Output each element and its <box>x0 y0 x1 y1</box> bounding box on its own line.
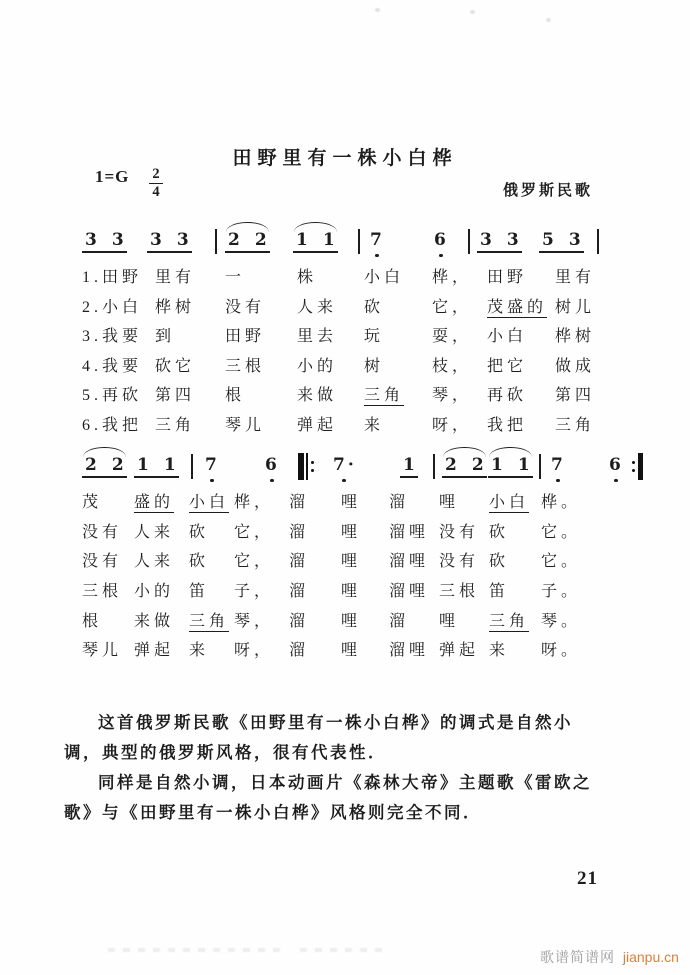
note-group-slurred <box>442 445 487 478</box>
page-number: 21 <box>577 868 598 889</box>
measure-cell <box>262 445 298 476</box>
lyric-cell: 4.我要 <box>82 357 143 375</box>
lyric-cell: 人来 <box>297 298 338 316</box>
scan-artifact <box>108 948 283 952</box>
lyric-row <box>82 486 662 516</box>
repeat-begin-sign <box>298 453 314 480</box>
lyric-cell: 哩 <box>341 494 362 512</box>
lyric-cell: 小的 <box>134 583 175 601</box>
measure-cell <box>367 220 431 251</box>
lyric-underlined: 盛的 <box>134 494 175 512</box>
lyric-cell: 小白 <box>364 269 405 287</box>
lyric-cell: 来做 <box>297 387 338 405</box>
lyric-cell: 三根 <box>439 583 480 601</box>
lyric-cell: 呀。 <box>541 642 582 660</box>
note-digit: 2 <box>228 230 240 250</box>
lyric-cell: 我把 <box>487 416 528 434</box>
lyric-cell: 茂 <box>82 494 103 512</box>
lyric-cell: 做成 <box>555 357 596 375</box>
lyric-cell: 笛 <box>489 583 510 601</box>
lyric-cell <box>134 489 189 512</box>
lyric-cell: 三角 <box>555 416 596 434</box>
lyric-underlined: 小白 <box>489 494 530 512</box>
note-digit: 3 <box>150 230 162 250</box>
lyric-cell: 来做 <box>134 612 175 630</box>
measure-cell <box>431 220 461 251</box>
scan-artifact <box>300 948 390 952</box>
note-group-slurred <box>293 220 338 253</box>
note-digit: 1 <box>322 230 335 250</box>
lyric-cell: 溜哩 <box>389 553 430 571</box>
lyric-cell: 溜哩 <box>389 642 430 660</box>
lyric-cell: 哩 <box>341 612 362 630</box>
lyric-cell: 砍 <box>364 298 385 316</box>
lyric-underlined: 三角 <box>364 387 405 405</box>
lyric-cell: 弹起 <box>134 642 175 660</box>
note-group <box>431 220 449 251</box>
measure-cell <box>606 445 632 476</box>
barline-cell <box>461 220 477 254</box>
thin-barline <box>306 453 308 480</box>
note-digit-low-octave: 7 <box>370 230 382 250</box>
measure-cell <box>147 220 207 253</box>
lyric-cell: 根 <box>225 387 246 405</box>
lyric-cell: 没有 <box>439 553 480 571</box>
measure-cell <box>134 445 182 478</box>
note-group <box>400 445 418 478</box>
lyric-cell: 它， <box>234 553 275 571</box>
lyric-cell: 琴， <box>234 612 275 630</box>
lyric-underlined: 小白 <box>189 494 230 512</box>
lyric-cell: 三角 <box>155 416 196 434</box>
lyric-cell: 哩 <box>341 642 362 660</box>
barline <box>191 454 193 479</box>
lyric-cell: 琴， <box>432 387 473 405</box>
lyric-cell: 耍， <box>432 328 473 346</box>
commentary-line: 这首俄罗斯民歌《田野里有一株小白桦》的调式是自然小 <box>98 713 573 732</box>
repeat-end-sign <box>632 453 643 480</box>
barline <box>358 229 360 254</box>
lyric-underlined: 三角 <box>489 612 530 630</box>
lyric-cell: 树儿 <box>555 298 596 316</box>
lyric-cell: 树 <box>364 357 385 375</box>
note-group <box>330 445 357 476</box>
note-digit: 2 <box>471 455 484 475</box>
lyric-cell: 1.田野 <box>82 269 143 287</box>
lyric-row <box>82 516 662 546</box>
measure-cell <box>400 445 426 478</box>
lyric-row <box>82 291 627 321</box>
lyric-row <box>82 379 627 409</box>
note-digit-low-octave: 7 <box>205 455 217 475</box>
note-group <box>82 220 127 253</box>
lyric-cell: 第四 <box>155 387 196 405</box>
lyric-cell: 玩 <box>364 328 385 346</box>
watermark <box>540 947 679 967</box>
note-group <box>477 220 522 253</box>
barline-cell <box>182 445 202 479</box>
lyric-cell: 呀， <box>234 642 275 660</box>
lyric-cell: 田野 <box>487 269 528 287</box>
lyric-cell: 来 <box>489 642 510 660</box>
lyric-cell: 砍 <box>489 523 510 541</box>
lyric-cell: 它， <box>234 523 275 541</box>
lyric-cell: 弹起 <box>439 642 480 660</box>
note-digit-low-octave: 6 <box>434 230 446 250</box>
lyric-cell <box>489 608 541 631</box>
key-signature: 1=G <box>95 167 130 186</box>
note-group <box>262 445 280 476</box>
lyric-row <box>82 261 627 291</box>
lyric-cell: 溜哩 <box>389 523 430 541</box>
lyric-cell: 桦。 <box>541 494 582 512</box>
lyric-cell <box>487 294 555 317</box>
music-system-2 <box>82 445 662 664</box>
measure-cell <box>330 445 400 476</box>
lyric-cell: 2.小白 <box>82 298 143 316</box>
lyric-cell: 哩 <box>439 612 460 630</box>
lyric-cell: 里有 <box>555 269 596 287</box>
lyric-cell: 笛 <box>189 583 210 601</box>
lyric-cell: 株 <box>297 269 318 287</box>
lyric-cell: 桦树 <box>555 328 596 346</box>
lyric-cell: 砍 <box>189 523 210 541</box>
note-digit: 1 <box>403 455 415 475</box>
note-digit: 1 <box>491 455 503 475</box>
lyric-cell: 它， <box>432 298 473 316</box>
music-system-1 <box>82 220 627 438</box>
lyric-row <box>82 409 627 439</box>
lyric-cell: 没有 <box>225 298 266 316</box>
note-digit: 2 <box>445 455 457 475</box>
lyric-cell: 里有 <box>155 269 196 287</box>
note-digit: 3 <box>111 230 124 250</box>
repeat-dots <box>311 461 314 472</box>
lyric-row <box>82 604 662 634</box>
scan-artifact <box>470 10 475 14</box>
lyric-cell: 枝， <box>432 357 473 375</box>
note-digit: 2 <box>111 455 124 475</box>
lyric-cell <box>364 382 432 405</box>
measure-cell <box>548 445 606 476</box>
lyric-cell: 来 <box>364 416 385 434</box>
note-digit-low-octave: 6 <box>609 455 621 475</box>
watermark-url: jianpu.cn <box>622 949 679 965</box>
verse-lyrics-block <box>82 261 627 438</box>
note-digit: 1 <box>517 455 530 475</box>
lyric-cell: 弹起 <box>297 416 338 434</box>
barline-cell <box>351 220 367 254</box>
note-digit-low-octave: 7 · <box>333 455 354 475</box>
time-signature <box>149 166 162 200</box>
note-digit: 3 <box>85 230 97 250</box>
lyric-cell: 田野 <box>225 328 266 346</box>
time-signature-numerator: 2 <box>152 166 160 182</box>
lyric-cell: 溜 <box>389 612 410 630</box>
note-group <box>367 220 385 251</box>
measure-cell <box>225 220 293 253</box>
note-group-slurred <box>488 445 533 478</box>
lyric-cell: 溜 <box>289 553 310 571</box>
note-digit: 3 <box>568 230 581 250</box>
key-and-meter <box>95 166 163 200</box>
lyric-cell: 一 <box>225 269 246 287</box>
note-group <box>539 220 584 253</box>
scan-artifact <box>546 18 551 22</box>
lyric-cell: 溜 <box>289 494 310 512</box>
measure-cell <box>82 220 147 253</box>
lyric-cell <box>189 489 234 512</box>
barline-cell <box>207 220 225 254</box>
lyric-cell: 砍 <box>489 553 510 571</box>
lyric-cell: 三根 <box>225 357 266 375</box>
lyric-cell: 子。 <box>541 583 582 601</box>
lyric-cell: 砍 <box>189 553 210 571</box>
lyric-cell: 到 <box>155 328 176 346</box>
barline <box>539 454 541 479</box>
lyric-cell: 哩 <box>341 523 362 541</box>
note-digit-low-octave: 7 <box>551 455 563 475</box>
lyric-cell: 把它 <box>487 357 528 375</box>
lyric-cell: 它。 <box>541 553 582 571</box>
lyric-cell: 3.我要 <box>82 328 143 346</box>
measure-cell <box>202 445 262 476</box>
barline <box>215 229 217 254</box>
lyric-underlined: 三角 <box>189 612 230 630</box>
note-group <box>147 220 192 253</box>
song-credit: 俄罗斯民歌 <box>502 183 593 199</box>
commentary-line: 歌》与《田野里有一株小白桦》风格则完全不同． <box>64 803 482 822</box>
note-digit: 1 <box>163 455 176 475</box>
lyric-row <box>82 350 627 380</box>
lyric-underlined: 茂盛的 <box>487 298 548 316</box>
lyric-cell: 溜 <box>289 642 310 660</box>
note-digit: 2 <box>85 455 97 475</box>
lyric-cell: 桦， <box>234 494 275 512</box>
lyric-cell: 哩 <box>341 553 362 571</box>
lyric-cell: 人来 <box>134 553 175 571</box>
lyric-cell: 哩 <box>439 494 460 512</box>
measure-cell <box>293 220 351 253</box>
scan-artifact <box>375 8 380 12</box>
repeat-end-cell <box>632 445 656 480</box>
augmentation-dot: · <box>347 455 354 475</box>
barline <box>468 229 470 254</box>
lyric-cell: 根 <box>82 612 103 630</box>
note-digit: 3 <box>506 230 519 250</box>
lyric-cell: 人来 <box>134 523 175 541</box>
repeat-begin-cell <box>298 445 330 485</box>
lyric-cell: 再砍 <box>487 387 528 405</box>
lyric-cell: 琴儿 <box>225 416 266 434</box>
lyric-row <box>82 575 662 605</box>
commentary-block <box>64 708 630 828</box>
measure-cell <box>442 445 488 478</box>
lyric-cell: 它。 <box>541 523 582 541</box>
lyric-cell: 来 <box>189 642 210 660</box>
measure-cell <box>539 220 595 253</box>
lyric-cell: 没有 <box>82 553 123 571</box>
notation-line-1 <box>82 220 627 256</box>
note-digit-low-octave: 6 <box>265 455 277 475</box>
lyric-cell: 5.再砍 <box>82 387 143 405</box>
measure-cell <box>477 220 539 253</box>
note-digit: 1 <box>296 230 308 250</box>
lyric-cell: 砍它 <box>155 357 196 375</box>
barline <box>597 229 599 254</box>
lyric-row <box>82 634 662 664</box>
note-group-slurred <box>225 220 270 253</box>
note-digit: 5 <box>542 230 554 250</box>
lyric-cell: 溜 <box>389 494 410 512</box>
lyric-row <box>82 545 662 575</box>
lyric-cell: 琴儿 <box>82 642 123 660</box>
note-group <box>606 445 624 476</box>
measure-cell <box>82 445 134 478</box>
note-group <box>134 445 179 478</box>
lyric-cell: 哩 <box>341 583 362 601</box>
measure-cell <box>488 445 532 478</box>
lyric-cell: 子， <box>234 583 275 601</box>
commentary-paragraph <box>64 708 630 768</box>
refrain-lyrics-block <box>82 486 662 664</box>
lyric-cell <box>489 489 541 512</box>
notation-line-2 <box>82 445 662 481</box>
note-digit: 2 <box>254 230 267 250</box>
lyric-cell: 溜哩 <box>389 583 430 601</box>
lyric-cell: 第四 <box>555 387 596 405</box>
lyric-cell: 6.我把 <box>82 416 143 434</box>
thick-barline <box>298 453 304 480</box>
barline <box>433 454 435 479</box>
lyric-cell: 三根 <box>82 583 123 601</box>
note-group <box>202 445 220 476</box>
note-group-slurred <box>82 445 127 478</box>
note-group <box>548 445 566 476</box>
lyric-row <box>82 320 627 350</box>
note-digit: 3 <box>480 230 492 250</box>
lyric-cell: 琴。 <box>541 612 582 630</box>
lyric-cell: 小的 <box>297 357 338 375</box>
lyric-cell: 溜 <box>289 612 310 630</box>
lyric-cell: 桦树 <box>155 298 196 316</box>
lyric-cell: 溜 <box>289 523 310 541</box>
barline-cell <box>426 445 442 479</box>
note-digit: 1 <box>137 455 149 475</box>
lyric-cell: 里去 <box>297 328 338 346</box>
commentary-line: 同样是自然小调，日本动画片《森林大帝》主题歌《雷欧之 <box>98 773 592 792</box>
song-title: 田野里有一株小白桦 <box>232 148 458 169</box>
lyric-cell: 没有 <box>82 523 123 541</box>
barline-cell <box>532 445 548 479</box>
note-digit: 3 <box>176 230 189 250</box>
barline-cell <box>595 220 601 254</box>
lyric-cell: 小白 <box>487 328 528 346</box>
commentary-line: 调，典型的俄罗斯风格，很有代表性． <box>64 743 387 762</box>
commentary-paragraph <box>64 768 630 828</box>
lyric-cell: 桦， <box>432 269 473 287</box>
time-signature-denominator: 4 <box>149 183 162 201</box>
thick-barline <box>638 453 644 480</box>
lyric-cell: 没有 <box>439 523 480 541</box>
watermark-site-name: 歌谱简谱网 <box>540 949 615 965</box>
repeat-dots <box>632 461 635 472</box>
lyric-cell <box>189 608 234 631</box>
lyric-cell: 呀， <box>432 416 473 434</box>
lyric-cell: 溜 <box>289 583 310 601</box>
